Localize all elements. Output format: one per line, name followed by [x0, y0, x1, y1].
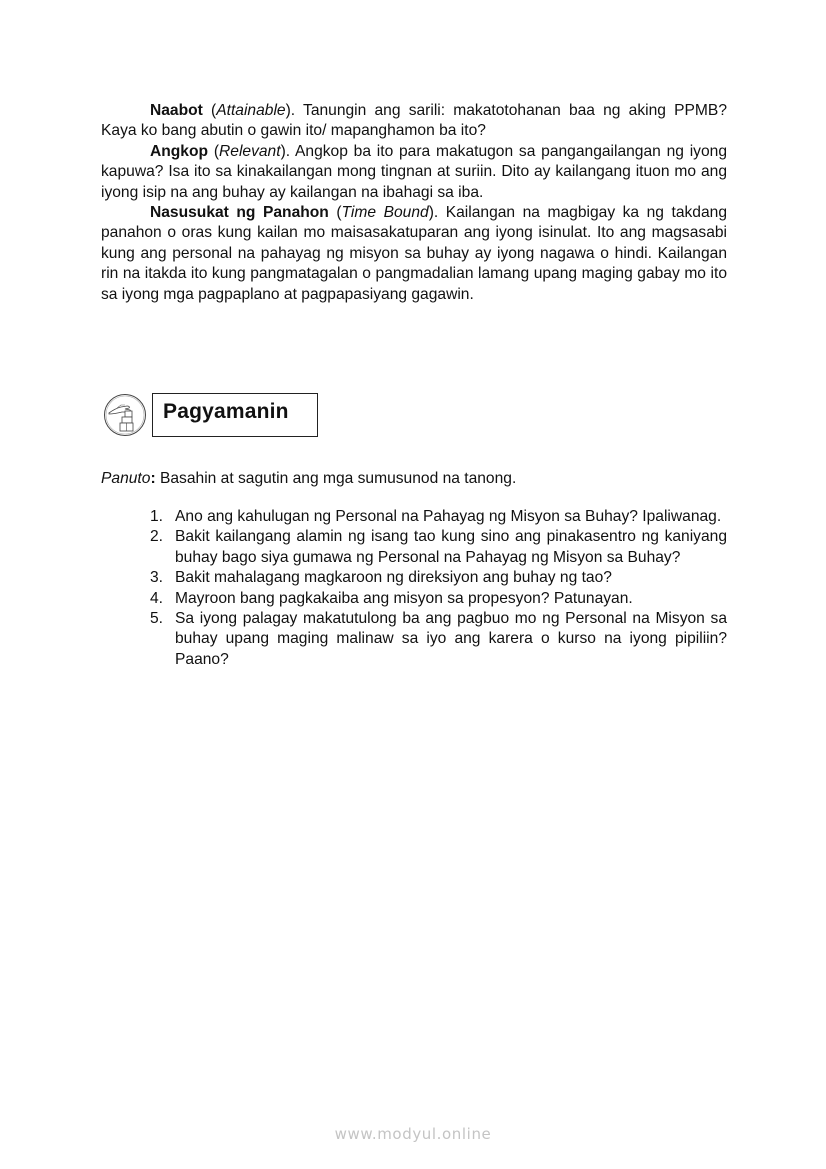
instructions-text: Basahin at sagutin ang mga sumusunod na tanong.: [155, 470, 517, 487]
paragraph-text: ). Angkop ba ito para makatugon sa pangangailangan ng iyong kapuwa? Isa ito sa kinakailangan mong tingnan at suriin. Dito ay kailangang ituon mo ang iyong isip na ang buhay ay kailangan na ibahagi sa iba.: [101, 143, 727, 201]
term-label: Naabot: [150, 102, 203, 119]
question-number: 3.: [150, 569, 164, 587]
term-label: Nasusukat ng Panahon: [150, 204, 329, 221]
question-item: [150, 589, 727, 609]
question-text: Ano ang kahulugan ng Personal na Pahayag ng Misyon sa Buhay? Ipaliwanag.: [175, 508, 722, 525]
term-english: Attainable: [216, 102, 286, 119]
question-text: Mayroon bang pagkakaiba ang misyon sa propesyon? Patunayan.: [175, 589, 633, 607]
term-english: Relevant: [219, 143, 281, 160]
paragraph-text: ). Tanungin ang sarili: makatotohanan baa ng aking PPMB? Kaya ko bang abutin o gawin ito/ mapanghamon ba ito?: [101, 102, 727, 140]
question-number: 4.: [150, 589, 164, 607]
instructions-colon: :: [150, 470, 156, 487]
question-text: Bakit mahalagang magkaroon ng direksiyon ang buhay ng tao?: [175, 569, 612, 587]
question-number: 2.: [150, 528, 164, 546]
question-item: [150, 609, 727, 670]
paragraph-time-bound: Nasusukat ng Panahon (Time Bound). Kailangan na magbigay ka ng takdang panahon o oras kung kailan mo maisasakatuparan ang iyong isinulat. Ito ang magsasabi kung ang personal na pahayag ng misyon sa buhay ay iyong nagawa o hindi. Kailangan rin na itakda ito kung pangmatagalan o pangmadalian lamang upang maging gabay mo ito sa iyong mga pagpaplano at pagpapasiyang gagawin.: [101, 204, 727, 303]
question-text: Bakit kailangang alamin ng isang tao kung sino ang pinakasentro ng kaniyang buhay bago siya gumawa ng Personal na Pahayag ng Misyon sa Buhay?: [175, 528, 727, 566]
term-english: Time Bound: [341, 204, 429, 221]
question-item: [150, 507, 727, 527]
building-blocks-hand-icon: [103, 393, 147, 437]
instructions-label: Panuto: [101, 470, 151, 487]
section-title: Pagyamanin: [163, 400, 289, 423]
question-item: [150, 568, 727, 588]
question-text: Sa iyong palagay makatutulong ba ang pagbuo mo ng Personal na Misyon sa buhay upang maging malinaw sa iyo ang karera o kurso na iyong pipiliin? Paano?: [175, 610, 727, 668]
paragraph-text: ). Kailangan na magbigay ka ng takdang panahon o oras kung kailan mo maisasakatuparan ang iyong isinulat. Ito ang magsasabi kung ang personal na pahayag ng misyon sa buhay ay iyong nagawa o hindi. Kailangan rin na itakda ito kung pangmatagalan o pangmadalian lamang upang maging gabay mo ito sa iyong mga pagpaplano at pagpapasiyang gagawin.: [101, 204, 727, 303]
paragraph-relevant: Angkop (Relevant). Angkop ba ito para makatugon sa pangangailangan ng iyong kapuwa? Isa ito sa kinakailangan mong tingnan at suriin. Dito ay kailangang ituon mo ang iyong isip na ang buhay ay kailangan na ibahagi sa iba.: [101, 143, 727, 201]
term-label: Angkop: [150, 143, 209, 160]
question-list: [150, 507, 727, 670]
paragraph-attainable: Naabot (Attainable). Tanungin ang sarili: makatotohanan baa ng aking PPMB? Kaya ko bang abutin o gawin ito/ mapanghamon ba ito?: [101, 102, 727, 140]
section-header-box: [152, 393, 318, 437]
question-item: [150, 527, 727, 568]
question-number: 5.: [150, 610, 164, 628]
question-number: 1.: [150, 508, 164, 525]
watermark: www.modyul.online: [334, 1125, 492, 1143]
instructions: [101, 469, 516, 489]
